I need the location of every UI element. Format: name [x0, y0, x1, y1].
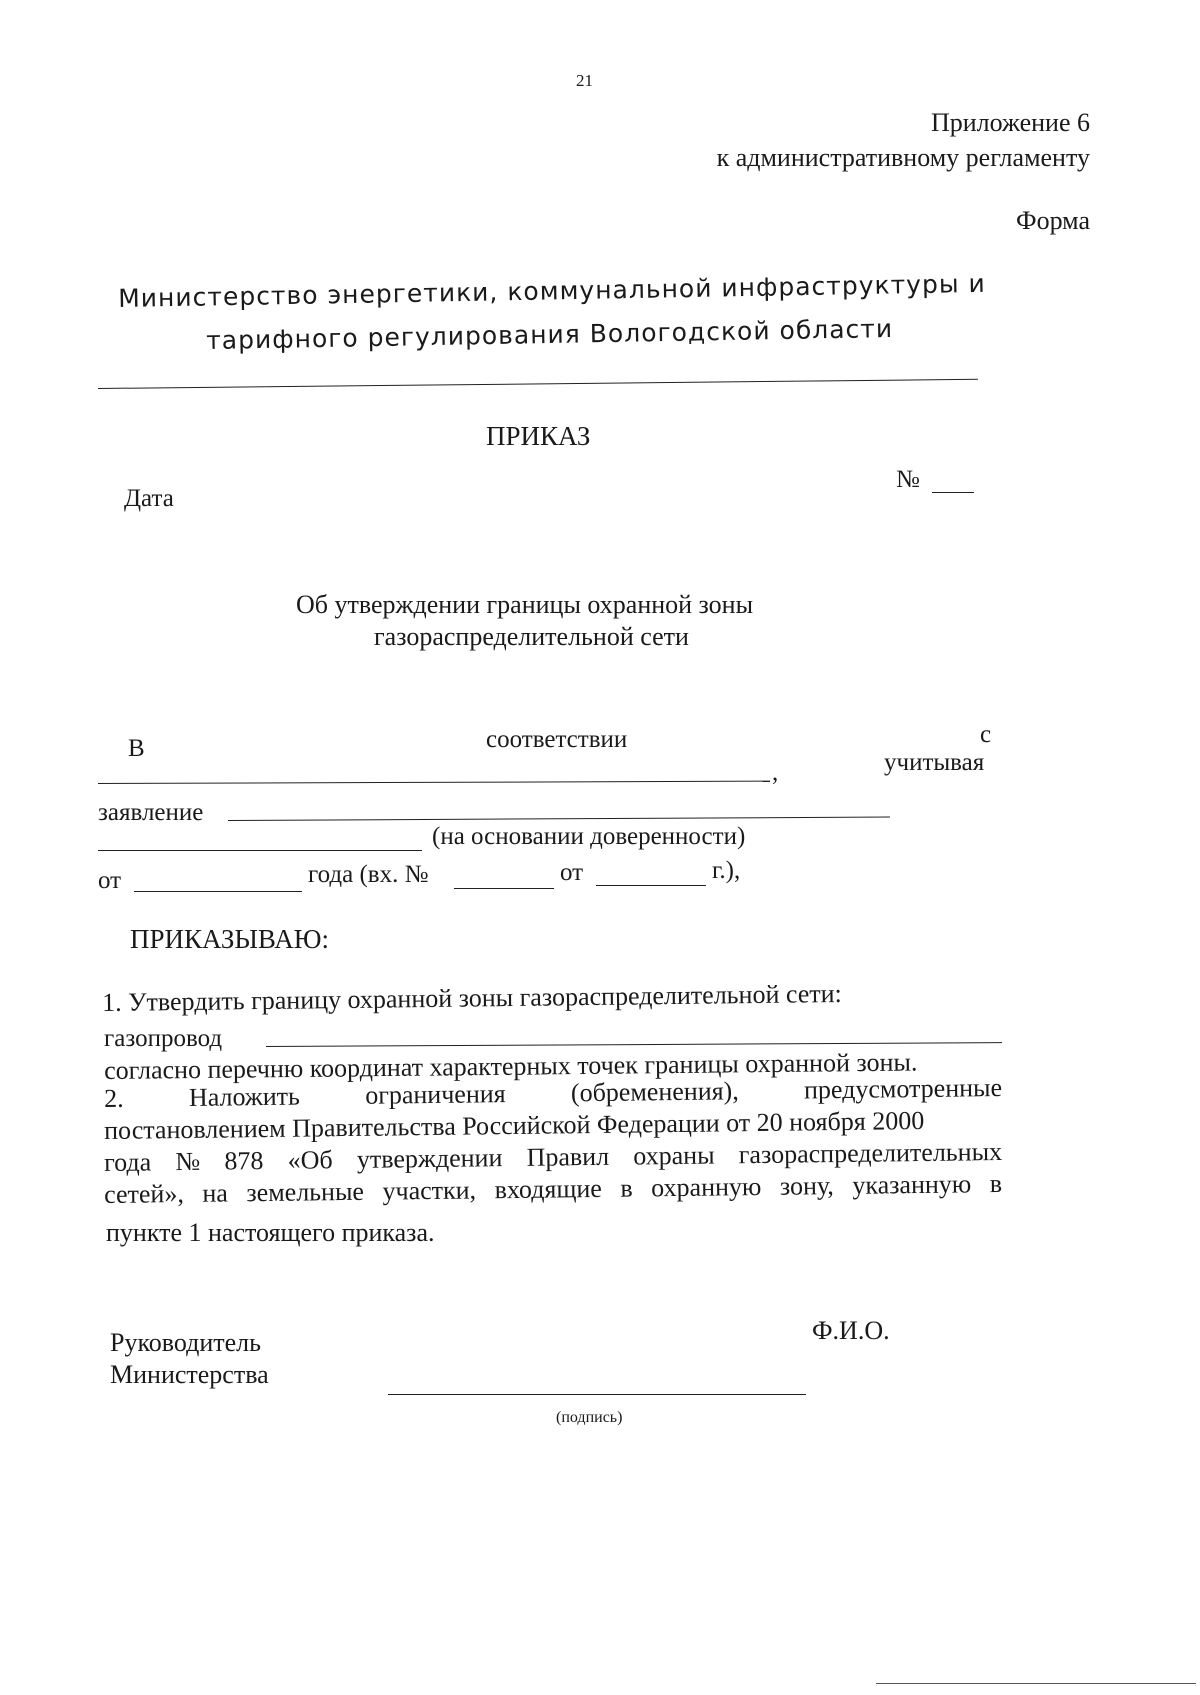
signature-caption: (подпись) [556, 1409, 623, 1426]
item2-word: газораспределительных [738, 1137, 1003, 1170]
item2-word: ограничения [365, 1079, 506, 1110]
order-subject-line-1: Об утверждении границы охранной зоны [296, 590, 754, 619]
g-close-text: г.), [712, 857, 741, 884]
basis-field [98, 781, 770, 784]
item2-word: Наложить [188, 1081, 301, 1112]
applicant-field [98, 850, 422, 851]
footer-rule [876, 1683, 1196, 1684]
item2-word: утверждении [356, 1143, 503, 1174]
form-label: Форма [1016, 206, 1090, 235]
head-title-line-2: Министерства [110, 1360, 269, 1389]
item2-word: в [620, 1173, 633, 1203]
order-date-label: Дата [124, 485, 174, 512]
gazoprovod-label: газопровод [104, 1025, 223, 1052]
doverennost-text: (на основании доверенности) [432, 823, 746, 850]
item2-word: 878 [224, 1146, 264, 1176]
item2-word: года [103, 1147, 152, 1177]
item1-title: 1. Утвердить границу охранной зоны газораспределительной сети: [101, 978, 842, 1017]
item2-word: № [175, 1146, 201, 1177]
word-sootvetstvii: соответствии [486, 726, 628, 753]
word-uchityvaya: учитывая [884, 749, 985, 776]
incoming-date-field [596, 885, 706, 886]
ot-label: от [98, 867, 122, 894]
item2-word: земельные [246, 1176, 365, 1208]
order-subject-line-2: газораспределительной сети [374, 622, 689, 651]
item2-word: участки, [382, 1175, 477, 1206]
signature-field [388, 1394, 806, 1395]
zayavlenie-label: заявление [98, 799, 204, 826]
gazoprovod-field [266, 1042, 1002, 1047]
item2-word: сетей», [103, 1179, 185, 1209]
incoming-number-field [454, 888, 554, 889]
item2-word: входящие [494, 1173, 603, 1205]
ministry-underline [98, 379, 978, 389]
item2-word: Правил [526, 1141, 610, 1172]
date-field [134, 891, 302, 892]
item2-word: (обременения), [570, 1076, 739, 1108]
ministry-line-1: Министерство энергетики, коммунальной инфраструктуры и [117, 268, 986, 313]
fio-label: Ф.И.О. [812, 1316, 890, 1345]
item2-line-4 [104, 1171, 1002, 1208]
item2-word: охраны [633, 1140, 715, 1171]
item1-tail: согласно перечню координат характерных точек границы охранной зоны. [103, 1047, 918, 1085]
prikazyvayu-heading: ПРИКАЗЫВАЮ: [130, 924, 329, 954]
item2-word: «Об [287, 1145, 333, 1175]
head-title-line-1: Руководитель [110, 1328, 261, 1357]
order-number-label: № [896, 466, 920, 493]
item2-word: охранную [651, 1171, 762, 1203]
item2-line-2: постановлением Правительства Российской Федерации от 20 ноября 2000 [103, 1105, 925, 1145]
word-s: с [980, 721, 992, 748]
zayavlenie-field [228, 817, 890, 821]
regulation-label: к административному регламенту [716, 143, 1090, 172]
ministry-line-2: тарифного регулирования Вологодской области [205, 314, 894, 355]
comma: , [772, 759, 779, 786]
item2-word: зону, [779, 1171, 835, 1201]
appendix-label: Приложение 6 [930, 108, 1090, 137]
item2-word: предусмотренные [803, 1073, 1003, 1105]
item2-line-5: пункте 1 настоящего приказа. [106, 1218, 435, 1247]
page-number: 21 [576, 71, 593, 90]
item2-word: 2. [103, 1083, 124, 1113]
item2-word: в [989, 1169, 1003, 1199]
item2-word: на [202, 1178, 229, 1208]
word-v: В [128, 735, 145, 762]
ot-label-2: от [560, 859, 584, 886]
order-title: ПРИКАЗ [486, 421, 591, 451]
goda-vkh-text: года (вх. № [308, 861, 429, 888]
item2-word: указанную [852, 1169, 972, 1200]
order-number-field [932, 492, 974, 493]
